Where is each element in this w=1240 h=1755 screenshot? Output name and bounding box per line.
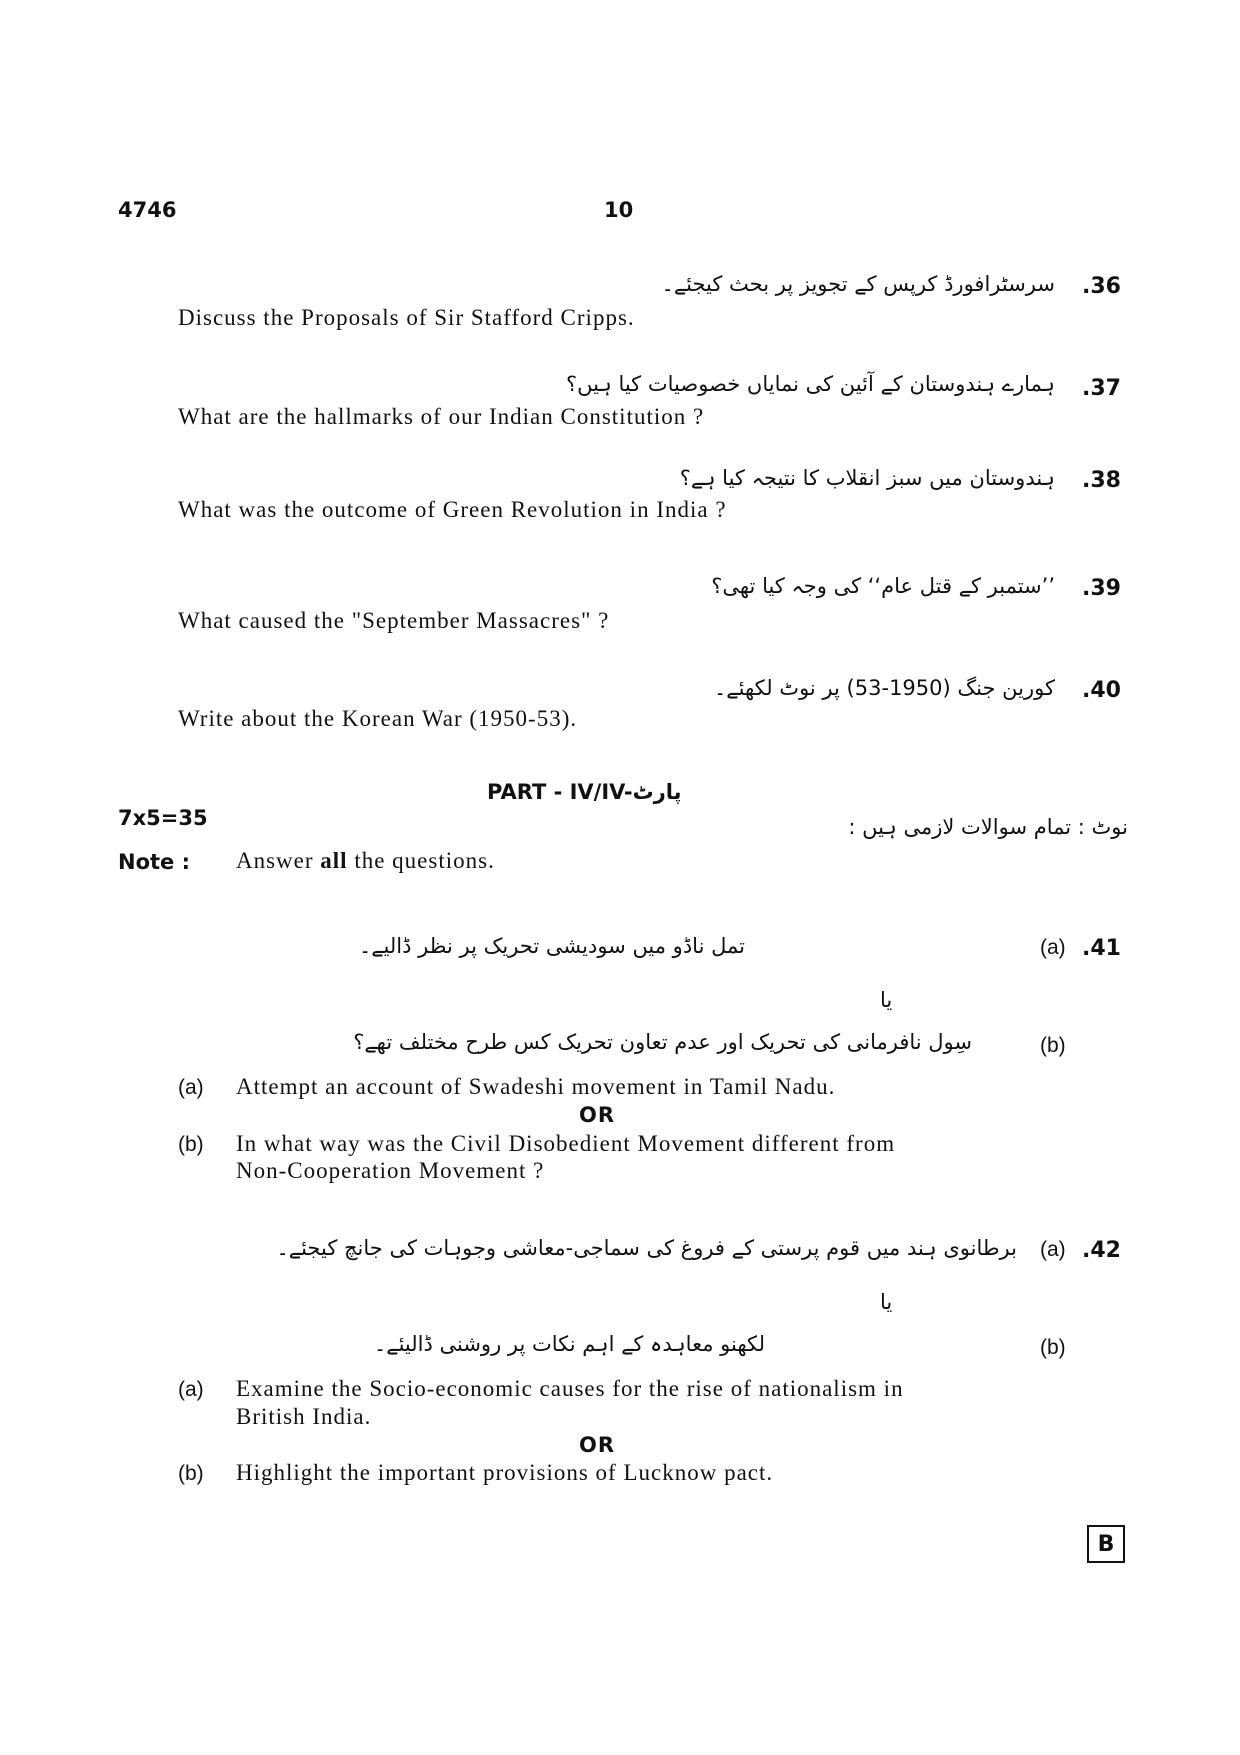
q40-urdu: کورین جنگ (1950-53) پر نوٹ لکھئے۔ — [714, 676, 1055, 700]
note-label: Note : — [118, 850, 190, 874]
booklet-series-box: B — [1087, 1525, 1125, 1563]
page-number: 10 — [604, 198, 634, 222]
q41-or: OR — [579, 1103, 616, 1127]
q39-urdu: ’’ستمبر کے قتل عام‘‘ کی وجہ کیا تھی؟ — [711, 574, 1055, 598]
q41-urdu-b-label: (b) — [1040, 1034, 1066, 1057]
note-text — [236, 848, 495, 874]
q41-b-label: (b) — [178, 1133, 204, 1156]
q42-urdu-or: یا — [880, 1290, 893, 1314]
note-text-bold: all — [320, 848, 348, 873]
q40-english: Write about the Korean War (1950-53). — [178, 706, 578, 731]
q41-urdu-or: یا — [880, 988, 893, 1012]
part-title: PART - IV/IV-پارٹ — [487, 780, 682, 804]
q38-number: .38 — [1082, 468, 1121, 493]
q42-urdu-b: لکھنو معاہدہ کے اہم نکات پر روشنی ڈالیئے۔ — [373, 1332, 765, 1356]
q37-urdu: ہمارے ہندوستان کے آئین کی نمایاں خصوصیات کیا ہیں؟ — [566, 372, 1055, 396]
q41-number: .41 — [1082, 936, 1121, 961]
q41-urdu-a: تمل ناڈو میں سودیشی تحریک پر نظر ڈالیے۔ — [358, 934, 745, 958]
note-text-pre: Answer — [236, 848, 314, 873]
q36-english: Discuss the Proposals of Sir Stafford Cripps. — [178, 305, 635, 330]
q42-urdu-a-label: (a) — [1040, 1238, 1066, 1261]
note-text-post: the questions. — [354, 848, 495, 873]
q38-urdu: ہندوستان میں سبز انقلاب کا نتیجہ کیا ہے؟ — [679, 466, 1055, 490]
paper-code: 4746 — [118, 198, 177, 222]
q42-b-label: (b) — [178, 1462, 204, 1485]
q42-urdu-b-label: (b) — [1040, 1336, 1066, 1359]
q41-a-text: Attempt an account of Swadeshi movement in Tamil Nadu. — [236, 1074, 836, 1099]
q39-english: What caused the "September Massacres" ? — [178, 608, 610, 633]
q42-a-line1: Examine the Socio-economic causes for the rise of nationalism in — [236, 1376, 904, 1401]
q42-b-text: Highlight the important provisions of Lucknow pact. — [236, 1460, 774, 1485]
q41-b-line1: In what way was the Civil Disobedient Movement different from — [236, 1131, 896, 1156]
q40-number: .40 — [1082, 678, 1121, 703]
note-urdu: نوٹ : تمام سوالات لازمی ہیں : — [848, 815, 1128, 839]
q41-urdu-a-label: (a) — [1040, 936, 1066, 959]
q38-english: What was the outcome of Green Revolution in India ? — [178, 497, 727, 522]
q42-number: .42 — [1082, 1238, 1121, 1263]
q37-number: .37 — [1082, 376, 1121, 401]
q41-b-line2: Non-Cooperation Movement ? — [236, 1158, 545, 1183]
q42-or: OR — [579, 1433, 616, 1457]
q41-urdu-b: سِول نافرمانی کی تحریک اور عدم تعاون تحریک کس طرح مختلف تھے؟ — [353, 1030, 972, 1054]
q39-number: .39 — [1082, 576, 1121, 601]
q42-a-label: (a) — [178, 1378, 204, 1401]
marks-scheme: 7x5=35 — [118, 806, 208, 830]
q36-number: .36 — [1082, 274, 1121, 299]
q42-a-line2: British India. — [236, 1404, 372, 1429]
q42-urdu-a: برطانوی ہند میں قوم پرستی کے فروغ کی سماجی-معاشی وجوہات کی جانچ کیجئے۔ — [276, 1236, 1017, 1260]
q37-english: What are the hallmarks of our Indian Constitution ? — [178, 404, 705, 429]
q41-a-label: (a) — [178, 1076, 204, 1099]
q36-urdu: سرسٹرافورڈ کرپس کے تجویز پر بحث کیجئے۔ — [661, 272, 1055, 296]
